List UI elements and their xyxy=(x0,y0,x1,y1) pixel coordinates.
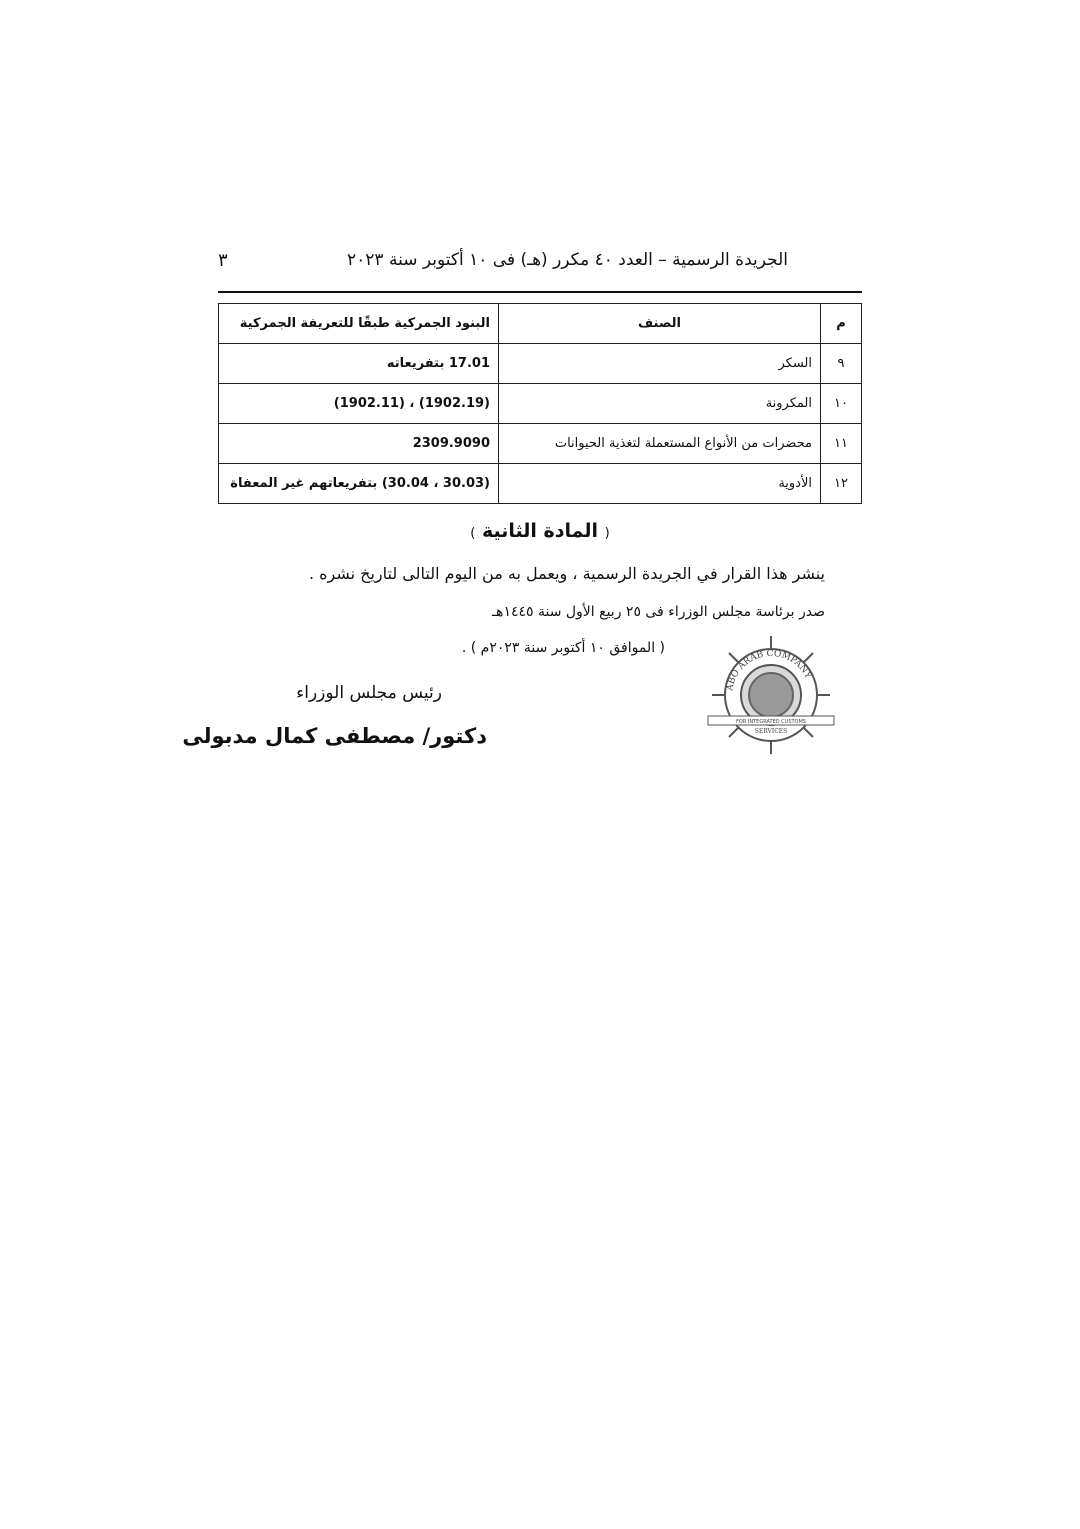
table-row xyxy=(219,424,862,464)
tariff-table xyxy=(218,303,862,504)
row-item: محضرات من الأنواع المستعملة لتغذية الحيوانات xyxy=(499,424,821,464)
header-item: الصنف xyxy=(499,304,821,344)
row-item: الأدوية xyxy=(499,464,821,504)
table-row xyxy=(219,344,862,384)
gregorian-date-clause: ( الموافق ١٠ أكتوبر سنة ٢٠٢٣م ) . xyxy=(461,640,665,656)
article-paren-open: ( xyxy=(604,526,610,541)
signatory-role: رئيس مجلس الوزراء xyxy=(296,683,442,703)
header-code: البنود الجمركية طبقًا للتعريفة الجمركية xyxy=(219,304,499,344)
page-header xyxy=(218,250,788,280)
row-code: 17.01 بتفريعاته xyxy=(219,344,499,384)
row-code: (1902.19) ، (1902.11) xyxy=(219,384,499,424)
issuance-clause: صدر برئاسة مجلس الوزراء فى ٢٥ ربيع الأول سنة ١٤٤٥هـ xyxy=(491,604,825,620)
row-item: المكرونة xyxy=(499,384,821,424)
row-num: ١٢ xyxy=(821,464,862,504)
company-stamp xyxy=(702,632,840,758)
article-paren-close: ) xyxy=(470,526,476,541)
signatory-name: دكتور/ مصطفى كمال مدبولى xyxy=(182,724,487,748)
header-divider xyxy=(218,291,862,293)
row-num: ٩ xyxy=(821,344,862,384)
gazette-header-title: الجريدة الرسمية – العدد ٤٠ مكرر (هـ) فى ١٠ أكتوبر سنة ٢٠٢٣ xyxy=(347,250,788,270)
row-code: 2309.9090 xyxy=(219,424,499,464)
table-row xyxy=(219,384,862,424)
stamp-banner-text: FOR INTEGRATED CUSTOMS xyxy=(736,719,806,725)
header-num: م xyxy=(821,304,862,344)
table-header-row xyxy=(219,304,862,344)
article-title: المادة الثانية xyxy=(481,520,599,542)
row-code: (30.03 ، 30.04) بتفريعاتهم غير المعفاة xyxy=(219,464,499,504)
stamp-arc-text: ABO ARAB COMPANY xyxy=(725,648,813,692)
row-num: ١١ xyxy=(821,424,862,464)
stamp-bottom-text: SERVICES xyxy=(754,728,788,735)
row-num: ١٠ xyxy=(821,384,862,424)
table-row xyxy=(219,464,862,504)
article-heading xyxy=(440,520,640,542)
row-item: السكر xyxy=(499,344,821,384)
publication-clause: ينشر هذا القرار في الجريدة الرسمية ، ويعمل به من اليوم التالى لتاريخ نشره . xyxy=(308,564,825,583)
page-number: ٣ xyxy=(218,250,228,271)
